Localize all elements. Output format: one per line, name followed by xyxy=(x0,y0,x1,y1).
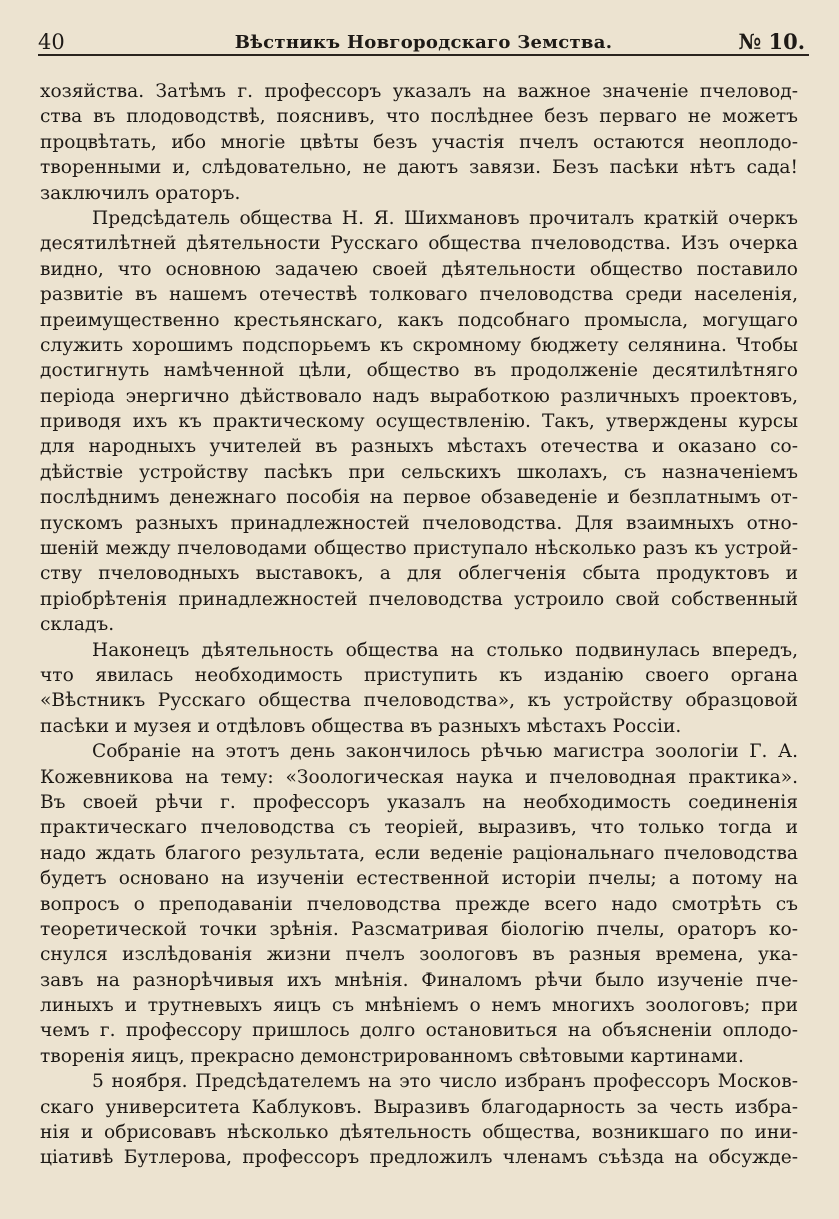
text-line: дѣйствіе устройству пасѣкъ при сельскихъ школахъ, съ назначеніемъ xyxy=(40,461,798,483)
text-line: ству пчеловодныхъ выставокъ, а для облегченія сбыта продуктовъ и xyxy=(40,563,798,585)
text-line: послѣднимъ денежнаго пособія на первое обзаведеніе и безплатнымъ от- xyxy=(40,487,798,509)
text-line: 5 ноября. Предсѣдателемъ на это число избранъ профессоръ Москов- xyxy=(92,1071,798,1093)
page-header xyxy=(38,26,809,56)
text-line: десятилѣтней дѣятельности Русскаго общества пчеловодства. Изъ очерка xyxy=(40,233,798,255)
text-line: преимущественно крестьянскаго, какъ подсобнаго промысла, могущаго xyxy=(40,309,798,331)
text-line: линыхъ и трутневыхъ яицъ съ мнѣніемъ о немъ многихъ зоологовъ; при xyxy=(40,995,798,1017)
text-line: нія и обрисовавъ нѣсколько дѣятельность общества, возникшаго по ини- xyxy=(40,1122,798,1144)
text-line: «Вѣстникъ Русскаго общества пчеловодства», къ устройству образцовой xyxy=(40,690,798,712)
text-line: практическаго пчеловодства съ теоріей, выразивъ, что только тогда и xyxy=(40,817,798,839)
text-line: Предсѣдатель общества Н. Я. Шихмановъ прочиталъ краткій очеркъ xyxy=(92,207,798,229)
text-line: служить хорошимъ подспорьемъ къ скромному бюджету селянина. Чтобы xyxy=(40,334,798,356)
text-line: видно, что основною задачею своей дѣятельности общество поставило xyxy=(40,258,798,280)
text-line: завъ на разнорѣчивыя ихъ мнѣнія. Финаломъ рѣчи было изученіе пче- xyxy=(40,969,798,991)
text-line: приводя ихъ къ практическому осуществленію. Такъ, утверждены курсы xyxy=(40,411,798,433)
text-line: творенія яицъ, прекрасно демонстрированномъ свѣтовыми картинами. xyxy=(40,1045,744,1067)
text-line: Въ своей рѣчи г. профессоръ указалъ на необходимость соединенія xyxy=(40,791,798,813)
text-line: пріобрѣтенія принадлежностей пчеловодства устроило свой собственный xyxy=(40,588,798,610)
page-number: 40 xyxy=(38,30,65,54)
body-text xyxy=(40,79,798,1171)
text-line: пускомъ разныхъ принадлежностей пчеловодства. Для взаимныхъ отно- xyxy=(40,512,798,534)
journal-title: Вѣстникъ Новгородскаго Земства. xyxy=(234,32,613,53)
text-line: ства въ плодоводствѣ, пояснивъ, что послѣднее безъ перваго не можетъ xyxy=(40,106,798,128)
text-line: для народныхъ учителей въ разныхъ мѣстахъ отечества и оказано со- xyxy=(40,436,798,458)
text-line: снулся изслѣдованія жизни пчелъ зоологовъ въ разныя времена, ука- xyxy=(40,944,798,966)
text-line: шеній между пчеловодами общество приступало нѣсколько разъ къ устрой- xyxy=(40,538,798,560)
text-line: достигнуть намѣченной цѣли, общество въ продолженіе десятилѣтняго xyxy=(40,360,798,382)
text-line: складъ. xyxy=(40,614,115,636)
text-line: Наконецъ дѣятельность общества на столько подвинулась впередъ, xyxy=(92,639,798,661)
text-line: періода энергично дѣйствовало надъ выработкою различныхъ проектовъ, xyxy=(40,385,798,407)
text-line: Собраніе на этотъ день закончилось рѣчью магистра зоологіи Г. А. xyxy=(92,741,798,763)
text-line: творенными и, слѣдовательно, не даютъ завязи. Безъ пасѣки нѣтъ сада! xyxy=(40,157,798,179)
text-line: скаго университета Каблуковъ. Выразивъ благодарность за честь избра- xyxy=(40,1096,798,1118)
text-line: надо ждать благого результата, если веденіе раціональнаго пчеловодства xyxy=(40,842,798,864)
text-line: пасѣки и музея и отдѣловъ общества въ разныхъ мѣстахъ Россіи. xyxy=(40,715,682,737)
issue-number: № 10. xyxy=(738,29,805,54)
text-line: чемъ г. профессору пришлось долго остановиться на объясненіи оплодо- xyxy=(40,1020,798,1042)
text-line: развитіе въ нашемъ отечествѣ толковаго пчеловодства среди населенія, xyxy=(40,284,798,306)
text-line: хозяйства. Затѣмъ г. профессоръ указалъ на важное значеніе пчеловод- xyxy=(40,81,798,102)
text-line: что явилась необходимость приступить къ изданію своего органа xyxy=(40,664,798,686)
text-line: вопросъ о преподаваніи пчеловодства прежде всего надо смотрѣть съ xyxy=(40,893,798,915)
text-line: заключилъ ораторъ. xyxy=(40,182,241,204)
text-line: ціативѣ Бутлерова, профессоръ предложилъ членамъ съѣзда на обсужде- xyxy=(40,1147,798,1169)
text-line: теоретической точки зрѣнія. Разсматривая біологію пчелы, ораторъ ко- xyxy=(40,918,798,940)
text-line: Кожевникова на тему: «Зоологическая наука и пчеловодная практика». xyxy=(40,766,798,788)
text-line: будетъ основано на изученіи естественной исторіи пчелы; а потому на xyxy=(40,868,798,890)
text-line: процвѣтать, ибо многіе цвѣты безъ участія пчелъ остаются неоплодо- xyxy=(40,131,798,153)
